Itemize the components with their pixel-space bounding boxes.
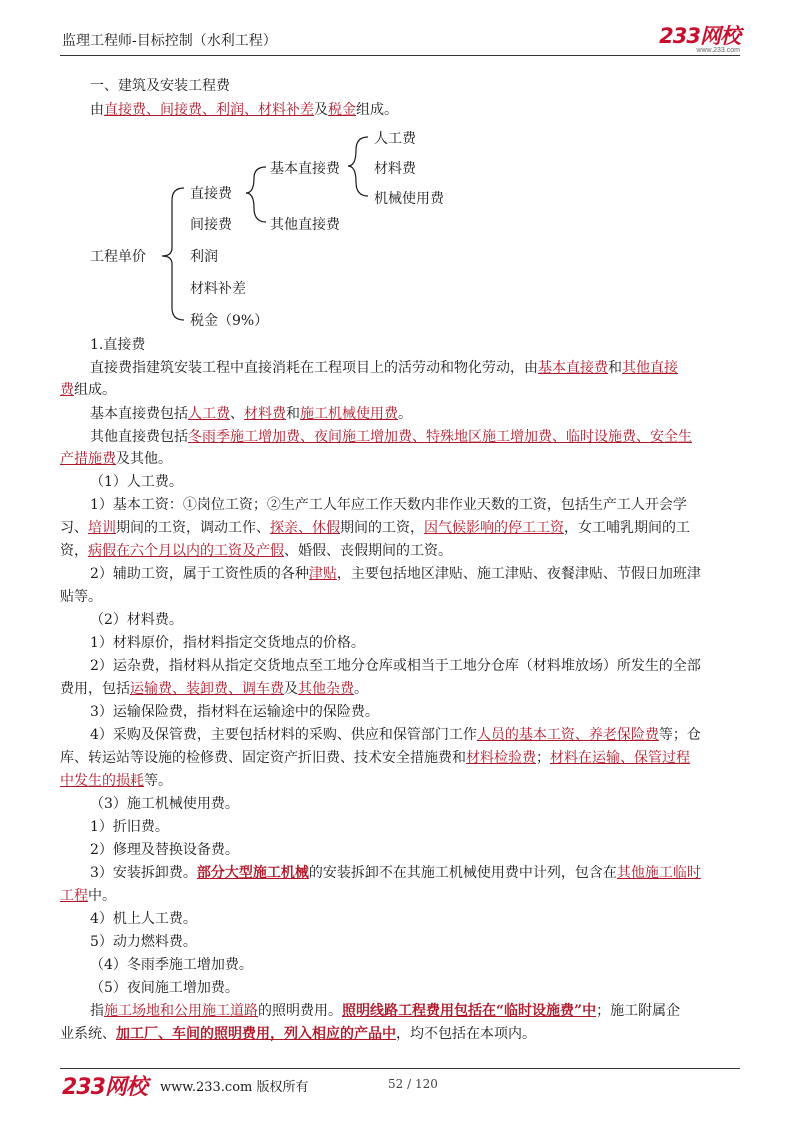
- para-procurement-1: 4）采购及保管费，主要包括材料的采购、供应和保管部门工作人员的基本工资、养老保险费等；仓: [90, 727, 701, 743]
- para-basic-direct: 基本直接费包括人工费、材料费和施工机械使用费。: [90, 406, 412, 422]
- tree-l1-indirect: 间接费: [190, 217, 232, 233]
- heading-direct-cost: 1.直接费: [90, 337, 146, 353]
- subhead-night: （5）夜间施工增加费。: [90, 980, 239, 996]
- footer-logo[interactable]: 233网校: [62, 1075, 147, 1100]
- tree-l1-tax: 税金（9%）: [190, 313, 269, 329]
- para-other-direct-1: 其他直接费包括冬雨季施工增加费、夜间施工增加费、特殊地区施工增加费、临时设施费、安全生: [90, 429, 692, 445]
- item-depreciation: 1）折旧费。: [90, 819, 169, 835]
- para-direct-def-1: 直接费指建筑安装工程中直接消耗在工程项目上的活劳动和物化劳动，由基本直接费和其他直接: [90, 360, 678, 376]
- footer-copyright: www.233.com 版权所有: [160, 1080, 309, 1095]
- para-basic-wage-3: 资，病假在六个月以内的工资及产假、婚假、丧假期间的工资。: [60, 543, 452, 559]
- para-install-1: 3）安装拆卸费。部分大型施工机械的安装拆卸不在其施工机械使用费中计列，包含在其他施工临时: [90, 865, 701, 881]
- cost-structure-tree: [0, 0, 800, 340]
- para-basic-wage-2: 习、培训期间的工资，调动工作、探亲、休假期间的工资，因气候影响的停工工资，女工哺乳期间的工: [60, 520, 690, 536]
- para-direct-def-2: 费组成。: [60, 382, 116, 398]
- tree-l3-labor: 人工费: [374, 131, 416, 147]
- subhead-machinery: （3）施工机械使用费。: [90, 796, 239, 812]
- item-operator-labor: 4）机上人工费。: [90, 911, 197, 927]
- subhead-winter-rain: （4）冬雨季施工增加费。: [90, 957, 253, 973]
- section-intro: 由直接费、间接费、利润、材料补差及税金组成。: [90, 102, 398, 118]
- para-other-direct-2: 产措施费及其他。: [60, 451, 172, 467]
- para-aux-wage-1: 2）辅助工资，属于工资性质的各种津贴，主要包括地区津贴、施工津贴、夜餐津贴、节假日加班津: [90, 566, 701, 582]
- item-fuel: 5）动力燃料费。: [90, 934, 197, 950]
- para-basic-wage-1: 1）基本工资：①岗位工资；②生产工人年应工作天数内非作业天数的工资，包括生产工人开会学: [90, 497, 687, 513]
- tree-l1-profit: 利润: [190, 249, 218, 265]
- tree-l2-basic-direct: 基本直接费: [270, 161, 340, 177]
- tree-l3-material: 材料费: [374, 161, 416, 177]
- item-repair: 2）修理及替换设备费。: [90, 842, 239, 858]
- tree-l1-material-diff: 材料补差: [190, 281, 246, 297]
- para-procurement-2: 库、转运站等设施的检修费、固定资产折旧费、技术安全措施费和材料检验费；材料在运输、保管过程: [60, 750, 690, 766]
- subhead-material: （2）材料费。: [90, 612, 183, 628]
- tree-l2-other-direct: 其他直接费: [270, 217, 340, 233]
- tree-root: 工程单价: [90, 249, 146, 265]
- tree-l1-direct: 直接费: [190, 186, 232, 202]
- brand-logo-text: 233网校: [659, 24, 740, 48]
- para-material-price: 1）材料原价，指材料指定交货地点的价格。: [90, 635, 365, 651]
- para-lighting-1: 指施工场地和公用施工道路的照明费用。照明线路工程费用包括在“临时设施费”中；施工附属企: [90, 1003, 681, 1019]
- para-lighting-2: 业系统、加工厂、车间的照明费用，列入相应的产品中，均不包括在本项内。: [60, 1026, 536, 1042]
- subhead-labor: （1）人工费。: [90, 474, 183, 490]
- para-aux-wage-2: 贴等。: [60, 589, 102, 605]
- page-number: 52 / 120: [388, 1077, 438, 1091]
- document-header-title: 监理工程师-目标控制（水利工程）: [62, 33, 277, 49]
- para-transport-2: 费用，包括运输费、装卸费、调车费及其他杂费。: [60, 681, 368, 697]
- footer-divider: [60, 1068, 740, 1069]
- tree-l3-machinery: 机械使用费: [374, 191, 444, 207]
- para-procurement-3: 中发生的损耗等。: [60, 773, 172, 789]
- para-transport-1: 2）运杂费，指材料从指定交货地点至工地分仓库或相当于工地分仓库（材料堆放场）所发生的全部: [90, 658, 701, 674]
- para-install-2: 工程中。: [60, 888, 116, 904]
- section-heading: 一、建筑及安装工程费: [90, 78, 230, 94]
- para-transport-insurance: 3）运输保险费，指材料在运输途中的保险费。: [90, 704, 379, 720]
- brand-logo-url: www.233.com: [696, 47, 740, 54]
